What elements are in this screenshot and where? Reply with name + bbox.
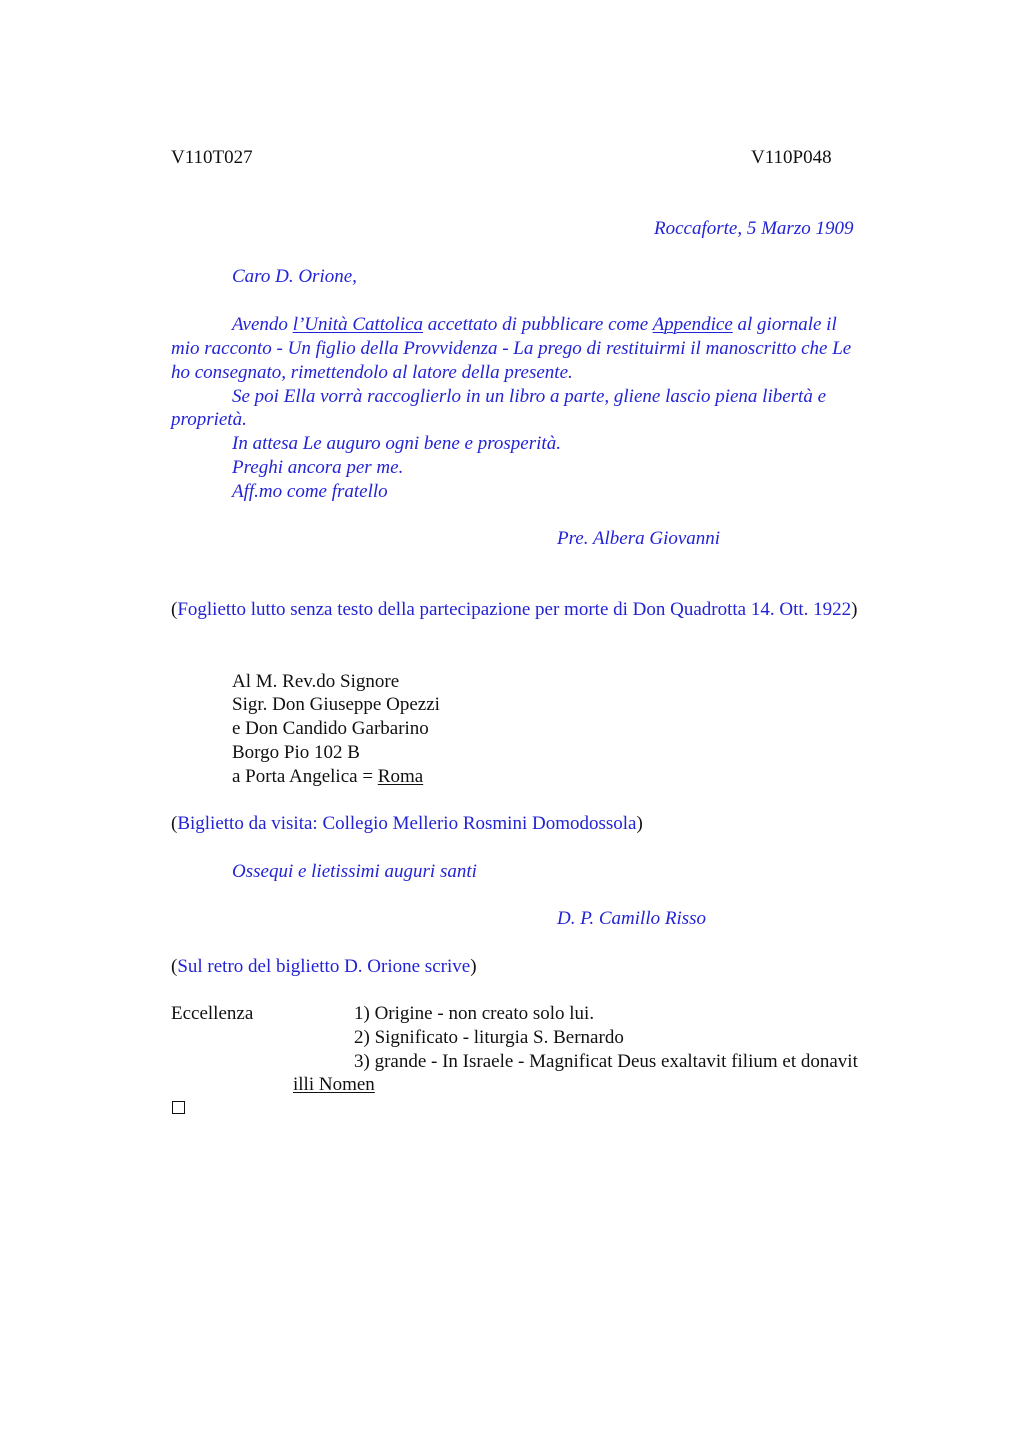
address-line-3: e Don Candido Garbarino: [232, 718, 429, 739]
checkbox-square-icon: [172, 1101, 185, 1114]
text-giornale: al giornale il: [732, 314, 837, 335]
letter-paragraph-1-line-1: [232, 313, 837, 337]
editor-note-1-text: Foglietto lutto senza testo della partecipazione per morte di Don Quadrotta 14. Ott. 1922: [177, 599, 852, 620]
letter-closing: Aff.mo come fratello: [232, 481, 388, 502]
address-prefix: a Porta Angelica =: [232, 766, 378, 787]
card-greeting: Ossequi e lietissimi auguri santi: [232, 861, 477, 882]
paren-open: (: [171, 956, 178, 977]
address-line-4: Borgo Pio 102 B: [232, 742, 360, 763]
text-avendo: Avendo: [232, 314, 293, 335]
editor-note-2: [171, 812, 643, 836]
letter-paragraph-3: In attesa Le auguro ogni bene e prosperità.: [232, 433, 561, 454]
letter-salutation: Caro D. Orione,: [232, 266, 357, 287]
notes-item-2: 2) Significato - liturgia S. Bernardo: [354, 1027, 624, 1048]
address-line-2: Sigr. Don Giuseppe Opezzi: [232, 694, 440, 715]
doc-code-left: V110T027: [171, 147, 253, 168]
address-line-5: [232, 765, 423, 789]
letter-paragraph-2-line-2: proprietà.: [171, 409, 247, 430]
letter-signature: Pre. Albera Giovanni: [557, 528, 721, 549]
letter-place-date: Roccaforte, 5 Marzo 1909: [654, 218, 854, 239]
doc-code-right: V110P048: [751, 147, 832, 168]
editor-note-3: [171, 955, 477, 979]
notes-heading: Eccellenza: [171, 1003, 254, 1024]
editor-note-1: [171, 598, 857, 622]
notes-item-3-continued: illi Nomen: [293, 1074, 375, 1095]
address-city: Roma: [377, 766, 424, 787]
notes-item-3: 3) grande - In Israele - Magnificat Deus exaltavit filium et donavit: [354, 1051, 858, 1072]
paren-close: ): [636, 813, 643, 834]
paren-open: (: [171, 813, 178, 834]
editor-note-2-text: Biglietto da visita: Collegio Mellerio Rosmini Domodossola: [177, 813, 637, 834]
paren-close: ): [851, 599, 858, 620]
address-line-1: Al M. Rev.do Signore: [232, 671, 400, 692]
letter-paragraph-2-line-1: Se poi Ella vorrà raccoglierlo in un libro a parte, gliene lascio piena libertà e: [232, 386, 827, 407]
text-accettato: accettato di pubblicare come: [423, 314, 653, 335]
appendice-word: Appendice: [652, 314, 733, 335]
letter-paragraph-4: Preghi ancora per me.: [232, 457, 404, 478]
paren-open: (: [171, 599, 178, 620]
editor-note-3-text: Sul retro del biglietto D. Orione scrive: [177, 956, 471, 977]
letter-paragraph-1-line-3: ho consegnato, rimettendolo al latore della presente.: [171, 362, 573, 383]
card-signature: D. P. Camillo Risso: [557, 908, 707, 929]
newspaper-title: l’Unità Cattolica: [292, 314, 424, 335]
letter-paragraph-1-line-2: mio racconto - Un figlio della Provvidenza - La prego di restituirmi il manoscritto che Le: [171, 338, 852, 359]
notes-item-1: 1) Origine - non creato solo lui.: [354, 1003, 595, 1024]
paren-close: ): [470, 956, 477, 977]
